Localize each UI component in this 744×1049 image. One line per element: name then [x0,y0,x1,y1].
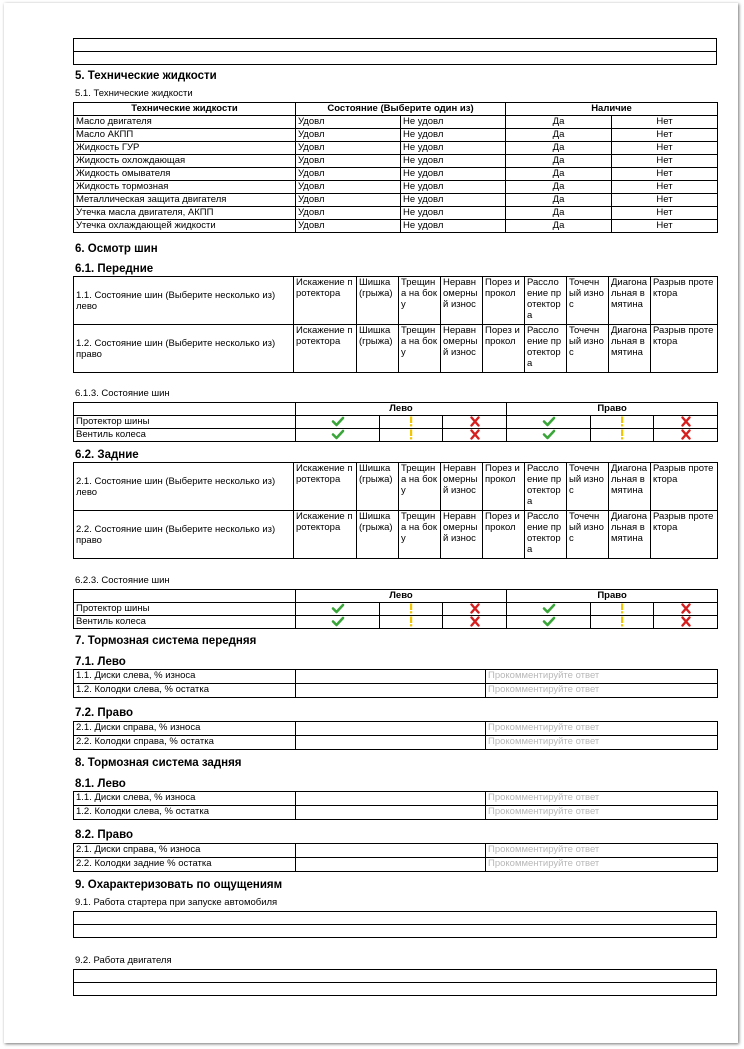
tire-condition-row [74,429,718,442]
brake-label: 1.1. Диски слева, % износа [74,792,296,806]
tire-item-label: Протектор шины [74,416,296,429]
question-9-2: 9.2. Работа двигателя [75,955,172,966]
brake-label: 2.2. Колодки задние % остатка [74,858,296,872]
tire-option[interactable]: Шишка (грыжа) [357,277,399,325]
status-cell[interactable] [380,416,443,429]
tire-state-label: 1.2. Состояние шин (Выберите несколько из) право [74,325,294,373]
option-no[interactable]: Нет [612,181,718,194]
tire-option[interactable]: Диагональная вмятина [609,325,651,373]
exclamation-icon[interactable] [615,429,629,440]
tire-option[interactable]: Неравномерный износ [441,325,483,373]
status-cell[interactable] [380,429,443,442]
tire-item-label: Вентиль колеса [74,616,296,629]
status-cell[interactable] [296,429,380,442]
brake-row [74,736,718,750]
exclamation-icon[interactable] [404,616,418,627]
comment-input[interactable]: Прокомментируйте ответ [486,858,718,872]
exclamation-icon[interactable] [404,429,418,440]
status-cell[interactable] [654,616,718,629]
brake-front-right-table [73,721,718,750]
option-not-ok[interactable]: Не удовл [401,181,506,194]
fluids-header-state: Состояние (Выберите один из) [296,103,506,116]
status-cell[interactable] [443,603,507,616]
cross-icon[interactable] [679,416,693,427]
comment-input[interactable]: Прокомментируйте ответ [486,736,718,750]
header-blank [74,590,296,603]
tire-item-label: Протектор шины [74,603,296,616]
tire-option[interactable]: Разрыв протектора [651,511,718,559]
right-header: Право [507,590,718,603]
tire-option[interactable]: Трещина на боку [399,325,441,373]
brake-row [74,844,718,858]
fluid-row [74,168,718,181]
fluid-row [74,220,718,233]
tire-option[interactable]: Точечный износ [567,325,609,373]
cross-icon[interactable] [468,603,482,614]
tire-option[interactable]: Порез и прокол [483,511,525,559]
tire-option[interactable]: Расслоение протектора [525,463,567,511]
status-cell[interactable] [654,603,718,616]
tire-option[interactable]: Неравномерный износ [441,463,483,511]
comment-input[interactable]: Прокомментируйте ответ [486,844,718,858]
brake-row [74,858,718,872]
cross-icon[interactable] [468,416,482,427]
status-cell[interactable] [591,416,654,429]
tire-option[interactable]: Диагональная вмятина [609,277,651,325]
tire-state-row [74,277,718,325]
tire-state-row [74,463,718,511]
answer-line[interactable] [74,912,717,925]
tire-state-label: 1.1. Состояние шин (Выберите несколько из) лево [74,277,294,325]
brake-value-input[interactable] [296,722,486,736]
cross-icon[interactable] [679,429,693,440]
tire-option[interactable]: Точечный износ [567,277,609,325]
status-cell[interactable] [654,416,718,429]
tire-option[interactable]: Диагональная вмятина [609,463,651,511]
fluid-name: Масло двигателя [74,116,296,129]
tire-option[interactable]: Порез и прокол [483,463,525,511]
section-9-title: 9. Охарактеризовать по ощущениям [75,879,283,891]
status-cell[interactable] [296,616,380,629]
tire-option[interactable]: Трещина на боку [399,511,441,559]
check-icon[interactable] [542,616,556,627]
brake-value-input[interactable] [296,844,486,858]
exclamation-icon[interactable] [615,416,629,427]
fluid-row [74,155,718,168]
status-cell[interactable] [591,603,654,616]
brake-value-input[interactable] [296,858,486,872]
brake-rear-left-table [73,791,718,820]
section-6-2-title: 6.2. Задние [75,449,139,461]
option-no[interactable]: Нет [612,129,718,142]
section-8-1-title: 8.1. Лево [75,778,126,790]
tire-condition-row [74,603,718,616]
answer-9-2-table [73,969,717,996]
fluids-header-presence: Наличие [506,103,718,116]
cross-icon[interactable] [679,616,693,627]
tire-option[interactable]: Расслоение протектора [525,511,567,559]
option-yes[interactable]: Да [506,129,612,142]
rear-tire-condition-table [73,589,718,629]
section-7-2-title: 7.2. Право [75,707,134,719]
tire-option[interactable]: Разрыв протектора [651,463,718,511]
tire-option[interactable]: Расслоение протектора [525,277,567,325]
section-6-1-title: 6.1. Передние [75,263,154,275]
brake-value-input[interactable] [296,670,486,684]
tire-option[interactable]: Шишка (грыжа) [357,325,399,373]
tire-state-label: 2.2. Состояние шин (Выберите несколько из) право [74,511,294,559]
brake-row [74,722,718,736]
tire-option[interactable]: Неравномерный износ [441,277,483,325]
check-icon[interactable] [542,603,556,614]
cross-icon[interactable] [468,616,482,627]
header-blank [74,403,296,416]
section-8-title: 8. Тормозная система задняя [75,757,242,769]
option-not-ok[interactable]: Не удовл [401,116,506,129]
cross-icon[interactable] [679,603,693,614]
option-yes[interactable]: Да [506,168,612,181]
tire-option[interactable]: Искажение протектора [294,463,357,511]
check-icon[interactable] [331,603,345,614]
option-not-ok[interactable]: Не удовл [401,220,506,233]
option-ok[interactable]: Удовл [296,129,401,142]
right-header: Право [507,403,718,416]
status-cell[interactable] [296,416,380,429]
brake-value-input[interactable] [296,806,486,820]
brake-value-input[interactable] [296,792,486,806]
option-ok[interactable]: Удовл [296,116,401,129]
section-5-title: 5. Технические жидкости [75,70,217,82]
cross-icon[interactable] [468,429,482,440]
fluid-row [74,116,718,129]
status-cell[interactable] [296,603,380,616]
option-ok[interactable]: Удовл [296,142,401,155]
fluid-row [74,142,718,155]
brake-row [74,670,718,684]
answer-line[interactable] [74,39,717,52]
tire-state-row [74,511,718,559]
tire-option[interactable]: Точечный износ [567,463,609,511]
fluid-row [74,181,718,194]
fluids-table [73,102,718,233]
fluid-name: Жидкость омывателя [74,168,296,181]
fluid-row [74,129,718,142]
option-ok[interactable]: Удовл [296,155,401,168]
tire-state-row [74,325,718,373]
tire-item-label: Вентиль колеса [74,429,296,442]
option-no[interactable]: Нет [612,168,718,181]
rear-tire-state-table [73,462,718,559]
option-ok[interactable]: Удовл [296,207,401,220]
fluid-name: Жидкость тормозная [74,181,296,194]
exclamation-icon[interactable] [615,603,629,614]
section-6-title: 6. Осмотр шин [75,243,158,255]
fluid-row [74,194,718,207]
tire-state-label: 2.1. Состояние шин (Выберите несколько из) лево [74,463,294,511]
option-yes[interactable]: Да [506,220,612,233]
tire-option[interactable]: Расслоение протектора [525,325,567,373]
status-cell[interactable] [380,603,443,616]
exclamation-icon[interactable] [615,616,629,627]
check-icon[interactable] [331,429,345,440]
front-tire-condition-table [73,402,718,442]
tire-option[interactable]: Искажение протектора [294,511,357,559]
option-yes[interactable]: Да [506,194,612,207]
section-6-2-3-title: 6.2.3. Состояние шин [75,575,170,586]
option-no[interactable]: Нет [612,194,718,207]
fluid-name: Металлическая защита двигателя [74,194,296,207]
brake-label: 2.2. Колодки справа, % остатка [74,736,296,750]
comment-input[interactable]: Прокомментируйте ответ [486,722,718,736]
brake-label: 1.1. Диски слева, % износа [74,670,296,684]
section-7-title: 7. Тормозная система передняя [75,635,257,647]
brake-label: 1.2. Колодки слева, % остатка [74,684,296,698]
fluid-row [74,207,718,220]
brake-value-input[interactable] [296,736,486,750]
document-page [4,3,738,1043]
option-no[interactable]: Нет [612,116,718,129]
brake-row [74,792,718,806]
tire-option[interactable]: Порез и прокол [483,325,525,373]
tire-option[interactable]: Шишка (грыжа) [357,463,399,511]
answer-line[interactable] [74,52,717,65]
status-cell[interactable] [507,416,591,429]
brake-rear-right-table [73,843,718,872]
option-yes[interactable]: Да [506,207,612,220]
option-ok[interactable]: Удовл [296,181,401,194]
prev-answer-table [73,38,717,65]
tire-option[interactable]: Диагональная вмятина [609,511,651,559]
tire-option[interactable]: Искажение протектора [294,325,357,373]
status-cell[interactable] [443,429,507,442]
tire-option[interactable]: Трещина на боку [399,463,441,511]
fluid-name: Утечка масла двигателя, АКПП [74,207,296,220]
tire-option[interactable]: Разрыв протектора [651,277,718,325]
tire-option[interactable]: Трещина на боку [399,277,441,325]
exclamation-icon[interactable] [404,603,418,614]
status-cell[interactable] [507,603,591,616]
option-yes[interactable]: Да [506,142,612,155]
status-cell[interactable] [443,616,507,629]
tire-condition-header [74,403,718,416]
check-icon[interactable] [331,616,345,627]
brake-label: 1.2. Колодки слева, % остатка [74,806,296,820]
status-cell[interactable] [507,429,591,442]
tire-option[interactable]: Шишка (грыжа) [357,511,399,559]
exclamation-icon[interactable] [404,416,418,427]
section-7-1-title: 7.1. Лево [75,656,126,668]
option-ok[interactable]: Удовл [296,220,401,233]
answer-line[interactable] [74,983,717,996]
answer-9-1-table [73,911,717,938]
status-cell[interactable] [591,429,654,442]
tire-condition-row [74,616,718,629]
fluid-name: Масло АКПП [74,129,296,142]
section-5-1-title: 5.1. Технические жидкости [75,88,193,99]
option-not-ok[interactable]: Не удовл [401,155,506,168]
option-not-ok[interactable]: Не удовл [401,142,506,155]
option-yes[interactable]: Да [506,181,612,194]
left-header: Лево [296,590,507,603]
status-cell[interactable] [591,616,654,629]
option-no[interactable]: Нет [612,155,718,168]
tire-option[interactable]: Точечный износ [567,511,609,559]
option-yes[interactable]: Да [506,116,612,129]
front-tire-state-table [73,276,718,373]
status-cell[interactable] [507,616,591,629]
option-yes[interactable]: Да [506,155,612,168]
fluid-name: Утечка охлаждающей жидкости [74,220,296,233]
option-no[interactable]: Нет [612,220,718,233]
tire-option[interactable]: Порез и прокол [483,277,525,325]
check-icon[interactable] [542,429,556,440]
comment-input[interactable]: Прокомментируйте ответ [486,670,718,684]
answer-line[interactable] [74,925,717,938]
brake-value-input[interactable] [296,684,486,698]
comment-input[interactable]: Прокомментируйте ответ [486,684,718,698]
fluid-name: Жидкость охлождающая [74,155,296,168]
option-not-ok[interactable]: Не удовл [401,207,506,220]
brake-row [74,684,718,698]
option-no[interactable]: Нет [612,142,718,155]
tire-condition-row [74,416,718,429]
option-not-ok[interactable]: Не удовл [401,129,506,142]
option-not-ok[interactable]: Не удовл [401,194,506,207]
status-cell[interactable] [443,416,507,429]
left-header: Лево [296,403,507,416]
comment-input[interactable]: Прокомментируйте ответ [486,806,718,820]
status-cell[interactable] [654,429,718,442]
option-not-ok[interactable]: Не удовл [401,168,506,181]
section-8-2-title: 8.2. Право [75,829,134,841]
brake-row [74,806,718,820]
section-6-1-3-title: 6.1.3. Состояние шин [75,388,170,399]
brake-front-left-table [73,669,718,698]
question-9-1: 9.1. Работа стартера при запуске автомобиля [75,897,278,908]
tire-option[interactable]: Искажение протектора [294,277,357,325]
check-icon[interactable] [542,416,556,427]
tire-option[interactable]: Неравномерный износ [441,511,483,559]
answer-line[interactable] [74,970,717,983]
brake-label: 2.1. Диски справа, % износа [74,722,296,736]
brake-label: 2.1. Диски справа, % износа [74,844,296,858]
option-ok[interactable]: Удовл [296,194,401,207]
tire-condition-header [74,590,718,603]
check-icon[interactable] [331,416,345,427]
fluids-header-name: Технические жидкости [74,103,296,116]
option-no[interactable]: Нет [612,207,718,220]
option-ok[interactable]: Удовл [296,168,401,181]
fluid-name: Жидкость ГУР [74,142,296,155]
comment-input[interactable]: Прокомментируйте ответ [486,792,718,806]
tire-option[interactable]: Разрыв протектора [651,325,718,373]
status-cell[interactable] [380,616,443,629]
